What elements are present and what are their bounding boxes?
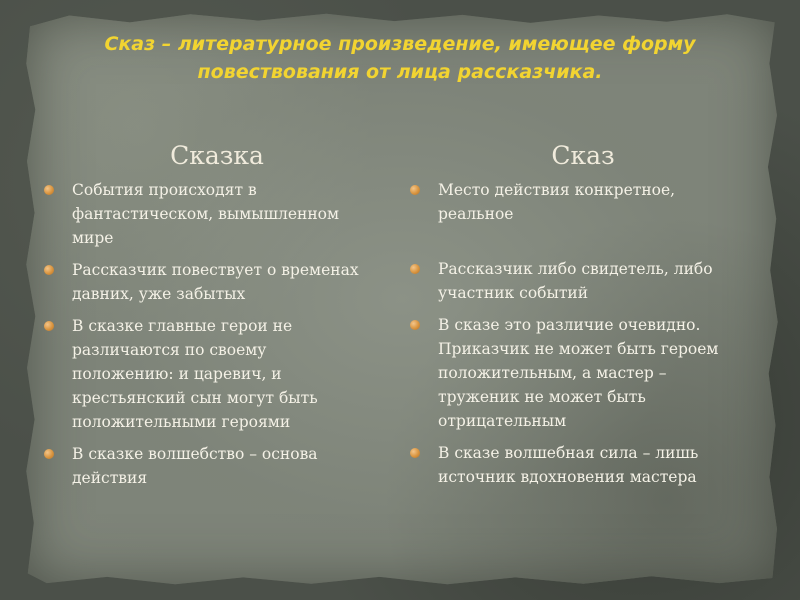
item-line: фантастическом, вымышленном — [72, 205, 340, 223]
bullet-icon — [410, 448, 420, 458]
item-line: участник событий — [438, 284, 589, 302]
list-item — [408, 441, 768, 489]
bullet-icon — [44, 185, 54, 195]
bullet-icon — [410, 185, 420, 195]
item-line: Место действия конкретное, — [438, 181, 676, 199]
item-line: положительным, а мастер – — [438, 364, 667, 382]
list-item — [408, 257, 768, 305]
header-line-2: повествования от лица рассказчика. — [197, 61, 603, 83]
item-line: Рассказчик повествует о временах — [72, 261, 359, 279]
item-line: крестьянский сын могут быть — [72, 389, 318, 407]
list-skaz — [408, 178, 768, 489]
item-line: В сказке главные герои не — [72, 317, 293, 335]
item-line: источник вдохновения мастера — [438, 468, 697, 486]
bullet-icon — [44, 449, 54, 459]
bullet-icon — [410, 320, 420, 330]
slide-header — [60, 30, 740, 86]
item-line: положительными героями — [72, 413, 291, 431]
item-line: Рассказчик либо свидетель, либо — [438, 260, 713, 278]
list-item — [42, 442, 392, 490]
list-item — [42, 314, 392, 434]
column-title-skazka: Сказка — [170, 141, 264, 170]
bullet-icon — [44, 321, 54, 331]
list-item — [408, 313, 768, 433]
item-line: различаются по своему — [72, 341, 267, 359]
item-line: События происходят в — [72, 181, 257, 199]
item-line: давних, уже забытых — [72, 285, 246, 303]
column-title-skaz: Сказ — [551, 141, 615, 170]
list-item — [42, 178, 392, 250]
item-line: реальное — [438, 205, 514, 223]
list-item — [408, 178, 768, 226]
item-line: действия — [72, 469, 148, 487]
column-skaz — [408, 140, 768, 489]
item-line: труженик не может быть — [438, 388, 646, 406]
column-skazka — [42, 140, 392, 490]
header-line-1: Сказ – литературное произведение, имеющее форму — [104, 33, 696, 55]
bullet-icon — [410, 264, 420, 274]
item-line: отрицательным — [438, 412, 567, 430]
item-line: мире — [72, 229, 114, 247]
list-item — [42, 258, 392, 306]
item-line: положению: и царевич, и — [72, 365, 282, 383]
item-line: В сказе это различие очевидно. — [438, 316, 701, 334]
item-line: Приказчик не может быть героем — [438, 340, 719, 358]
bullet-icon — [44, 265, 54, 275]
list-skazka — [42, 178, 392, 490]
item-line: В сказе волшебная сила – лишь — [438, 444, 699, 462]
item-line: В сказке волшебство – основа — [72, 445, 318, 463]
